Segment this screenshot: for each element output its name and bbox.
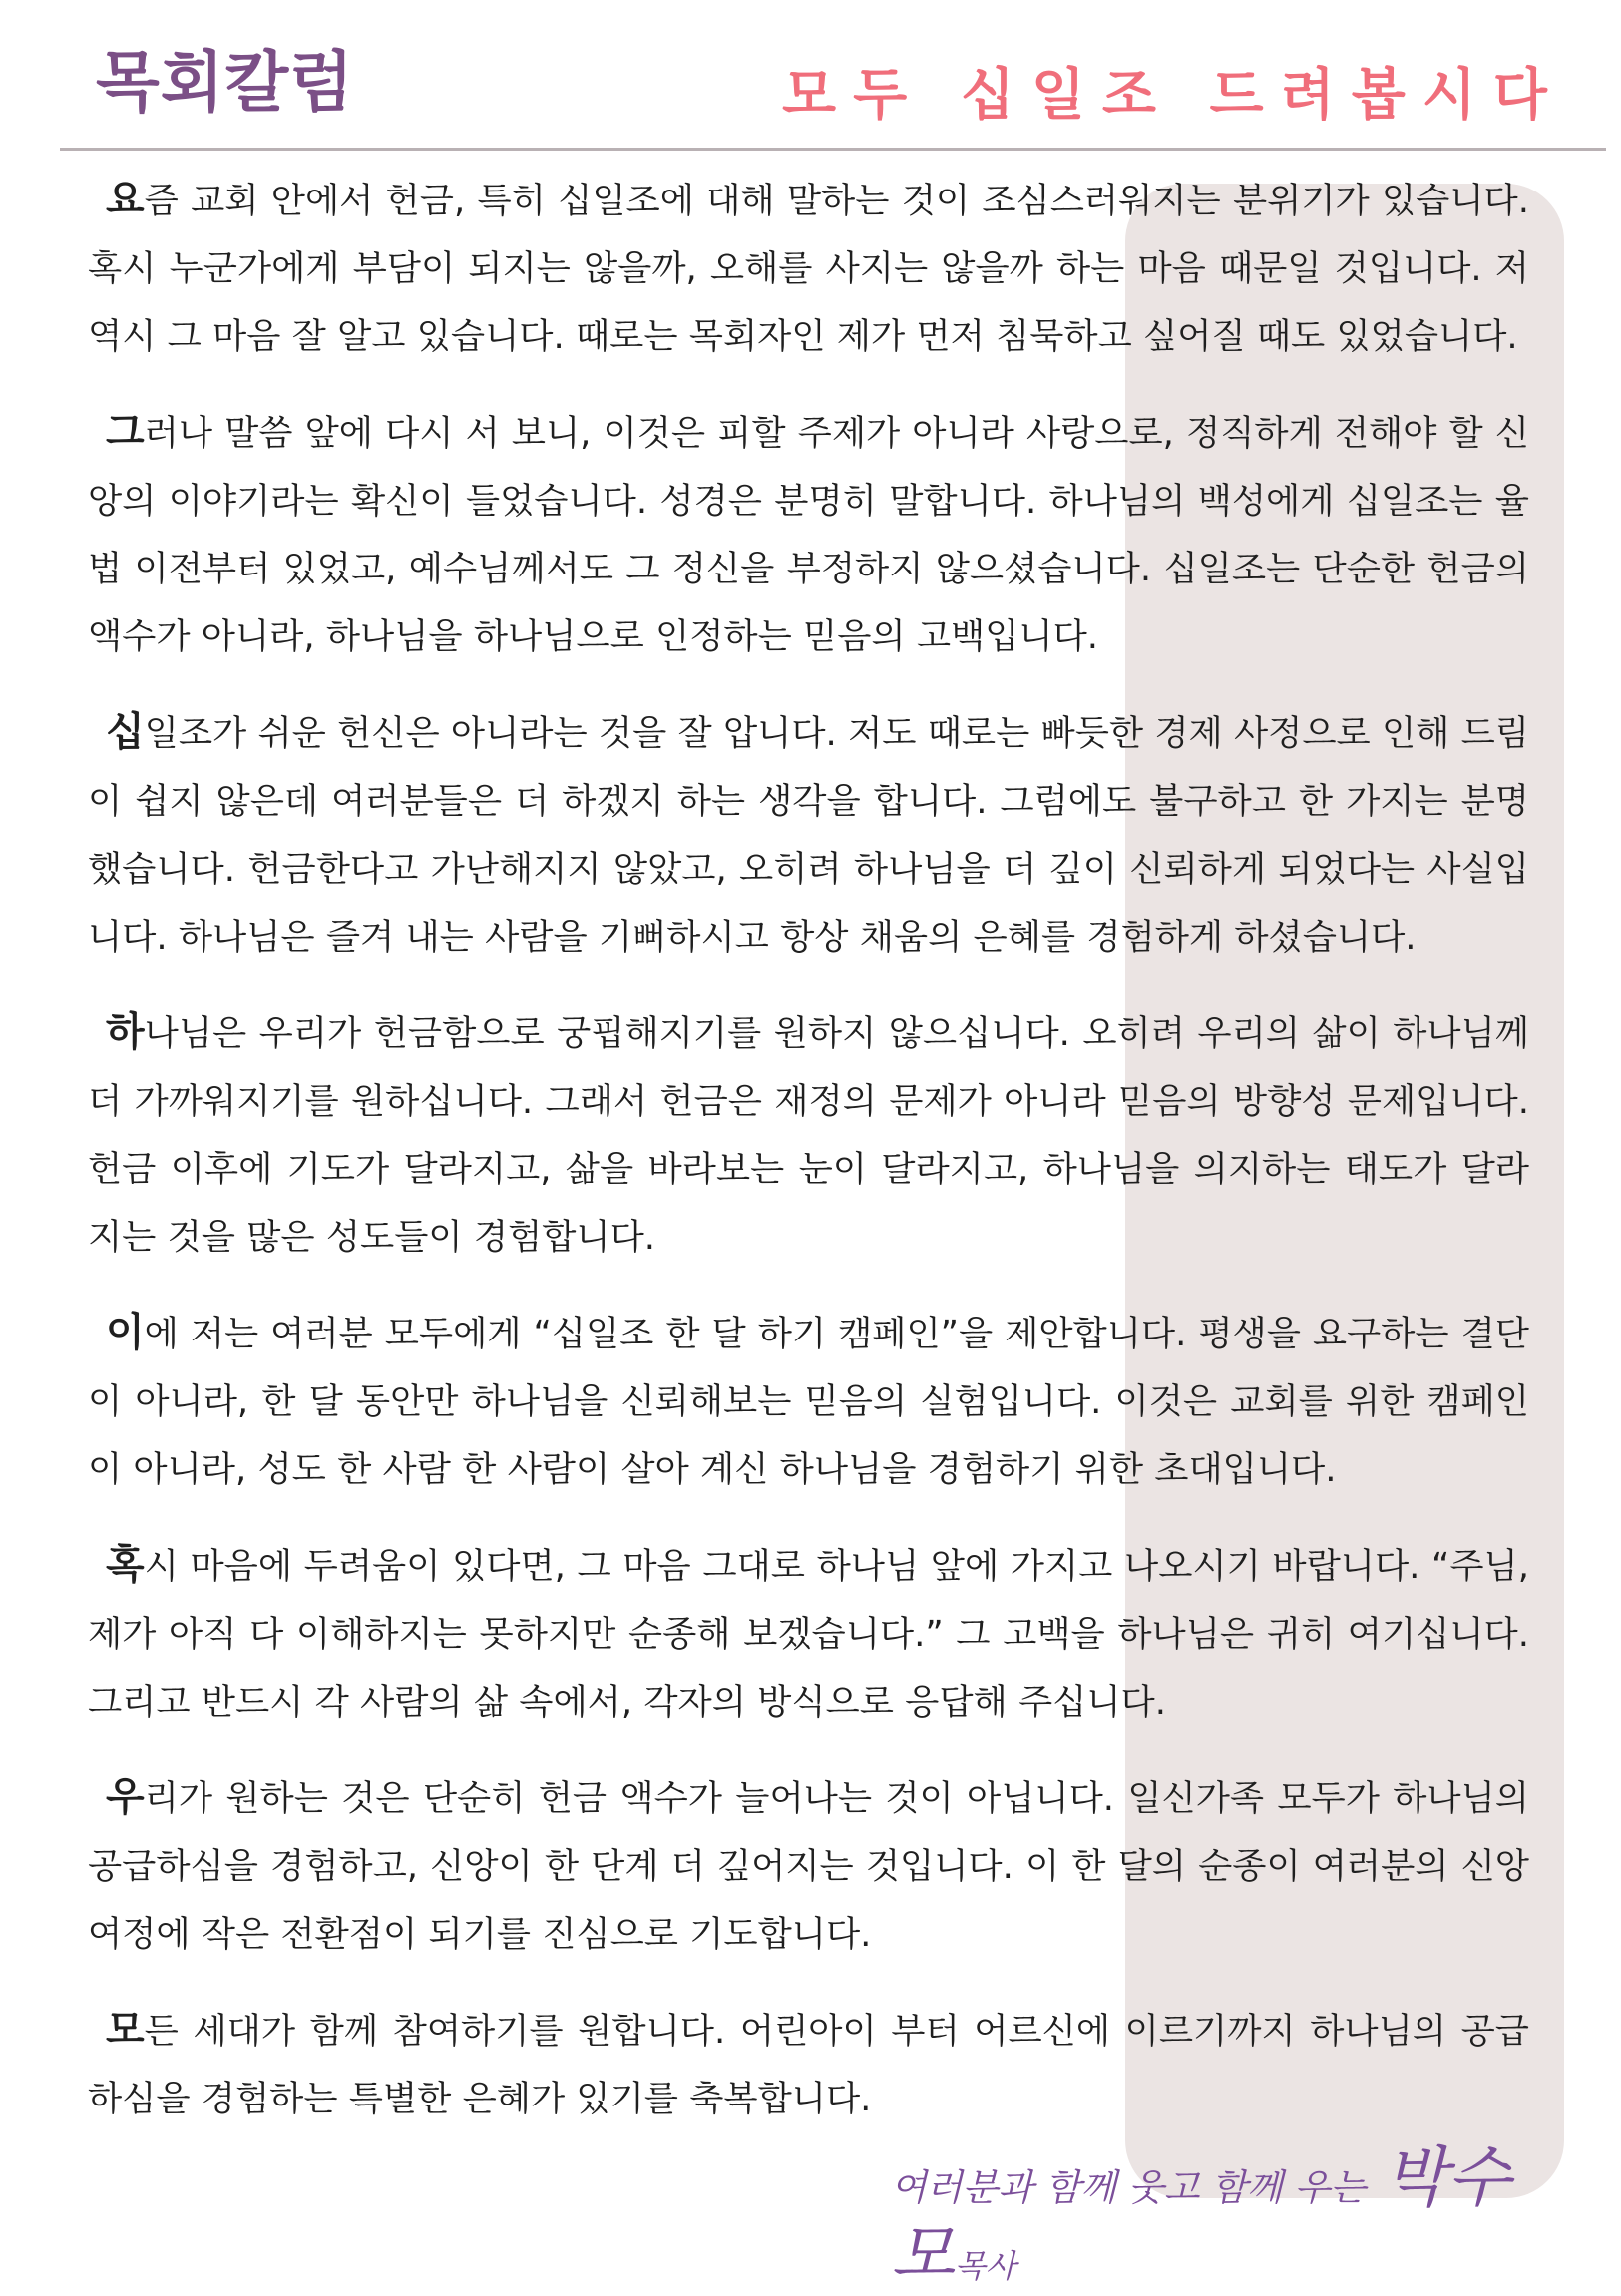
paragraph-text: 리가 원하는 것은 단순히 헌금 액수가 늘어나는 것이 아닙니다. 일신가족 모두가 하나님의 공급하심을 경험하고, 신앙이 한 단계 더 깊어지는 것입니다. 이 한 달의 순종이 여러분의 신앙 여정에 작은 전환점이 되기를 진심으로 기도합니다. xyxy=(88,1778,1529,1955)
paragraph-3 xyxy=(88,698,1529,971)
paragraph-initial: 십 xyxy=(106,709,145,755)
paragraph-1 xyxy=(88,166,1529,371)
paragraph-initial: 요 xyxy=(106,177,145,222)
paragraph-7 xyxy=(88,1763,1529,1969)
paragraph-text: 러나 말씀 앞에 다시 서 보니, 이것은 피할 주제가 아니라 사랑으로, 정직하게 전해야 할 신앙의 이야기라는 확신이 들었습니다. 성경은 분명히 말합니다. 하나님의 백성에게 십일조는 율법 이전부터 있었고, 예수님께서도 그 정신을 부정하지 않으셨습니다. 십일조는 단순한 헌금의 액수가 아니라, 하나님을 하나님으로 인정하는 믿음의 고백입니다. xyxy=(88,413,1529,657)
signature-phrase: 여러분과 함께 웃고 함께 우는 xyxy=(891,2166,1366,2209)
paragraph-6 xyxy=(88,1531,1529,1736)
paragraph-2 xyxy=(88,398,1529,671)
signature-name-continued: 모 xyxy=(891,2216,955,2293)
signature-name: 박수 xyxy=(1383,2139,1511,2216)
page-header xyxy=(0,0,1621,150)
paragraph-initial: 이 xyxy=(106,1310,145,1355)
column-label: 목회칼럼 xyxy=(96,44,355,121)
signature-title: 목사 xyxy=(954,2247,1016,2285)
paragraph-text: 에 저는 여러분 모두에게 “십일조 한 달 하기 캠페인”을 제안합니다. 평생을 요구하는 결단이 아니라, 한 달 동안만 하나님을 신뢰해보는 믿음의 실험입니다. 이것은 교회를 위한 캠페인이 아니라, 성도 한 사람 한 사람이 살아 계신 하나님을 경험하기 위한 초대입니다. xyxy=(88,1314,1529,1490)
paragraph-4 xyxy=(88,998,1529,1272)
column-title: 모두 십일조 드려봅시다 xyxy=(782,63,1564,128)
paragraph-initial: 모 xyxy=(106,2007,145,2053)
paragraph-initial: 그 xyxy=(106,409,145,455)
paragraph-text: 든 세대가 함께 참여하기를 원합니다. 어린아이 부터 어르신에 이르기까지 하나님의 공급하심을 경험하는 특별한 은혜가 있기를 축복합니다. xyxy=(88,2011,1529,2119)
header-divider xyxy=(60,148,1606,151)
paragraph-initial: 혹 xyxy=(106,1542,145,1588)
paragraph-text: 일조가 쉬운 헌신은 아니라는 것을 잘 압니다. 저도 때로는 빠듯한 경제 사정으로 인해 드림이 쉽지 않은데 여러분들은 더 하겠지 하는 생각을 합니다. 그럼에도 불구하고 한 가지는 분명했습니다. 헌금한다고 가난해지지 않았고, 오히려 하나님을 더 깊이 신뢰하게 되었다는 사실입니다. 하나님은 즐겨 내는 사람을 기뻐하시고 항상 채움의 은혜를 경험하게 하셨습니다. xyxy=(88,713,1529,957)
paragraph-text: 나님은 우리가 헌금함으로 궁핍해지기를 원하지 않으십니다. 오히려 우리의 삶이 하나님께 더 가까워지기를 원하십니다. 그래서 헌금은 재정의 문제가 아니라 믿음의 방향성 문제입니다. 헌금 이후에 기도가 달라지고, 삶을 바라보는 눈이 달라지고, 하나님을 의지하는 태도가 달라지는 것을 많은 성도들이 경험합니다. xyxy=(88,1013,1529,1258)
paragraph-8 xyxy=(88,1996,1529,2133)
author-signature xyxy=(891,2124,1609,2296)
paragraph-initial: 우 xyxy=(106,1774,145,1820)
paragraph-5 xyxy=(88,1299,1529,1504)
column-body xyxy=(88,166,1529,2160)
paragraph-text: 시 마음에 두려움이 있다면, 그 마음 그대로 하나님 앞에 가지고 나오시기 바랍니다. “주님, 제가 아직 다 이해하지는 못하지만 순종해 보겠습니다.” 그 고백을 하나님은 귀히 여기십니다. 그리고 반드시 각 사람의 삶 속에서, 각자의 방식으로 응답해 주십니다. xyxy=(88,1546,1529,1722)
paragraph-initial: 하 xyxy=(106,1009,145,1055)
paragraph-text: 즘 교회 안에서 헌금, 특히 십일조에 대해 말하는 것이 조심스러워지는 분위기가 있습니다. 혹시 누군가에게 부담이 되지는 않을까, 오해를 사지는 않을까 하는 마음 때문일 것입니다. 저 역시 그 마음 잘 알고 있습니다. 때로는 목회자인 제가 먼저 침묵하고 싶어질 때도 있었습니다. xyxy=(88,181,1529,357)
